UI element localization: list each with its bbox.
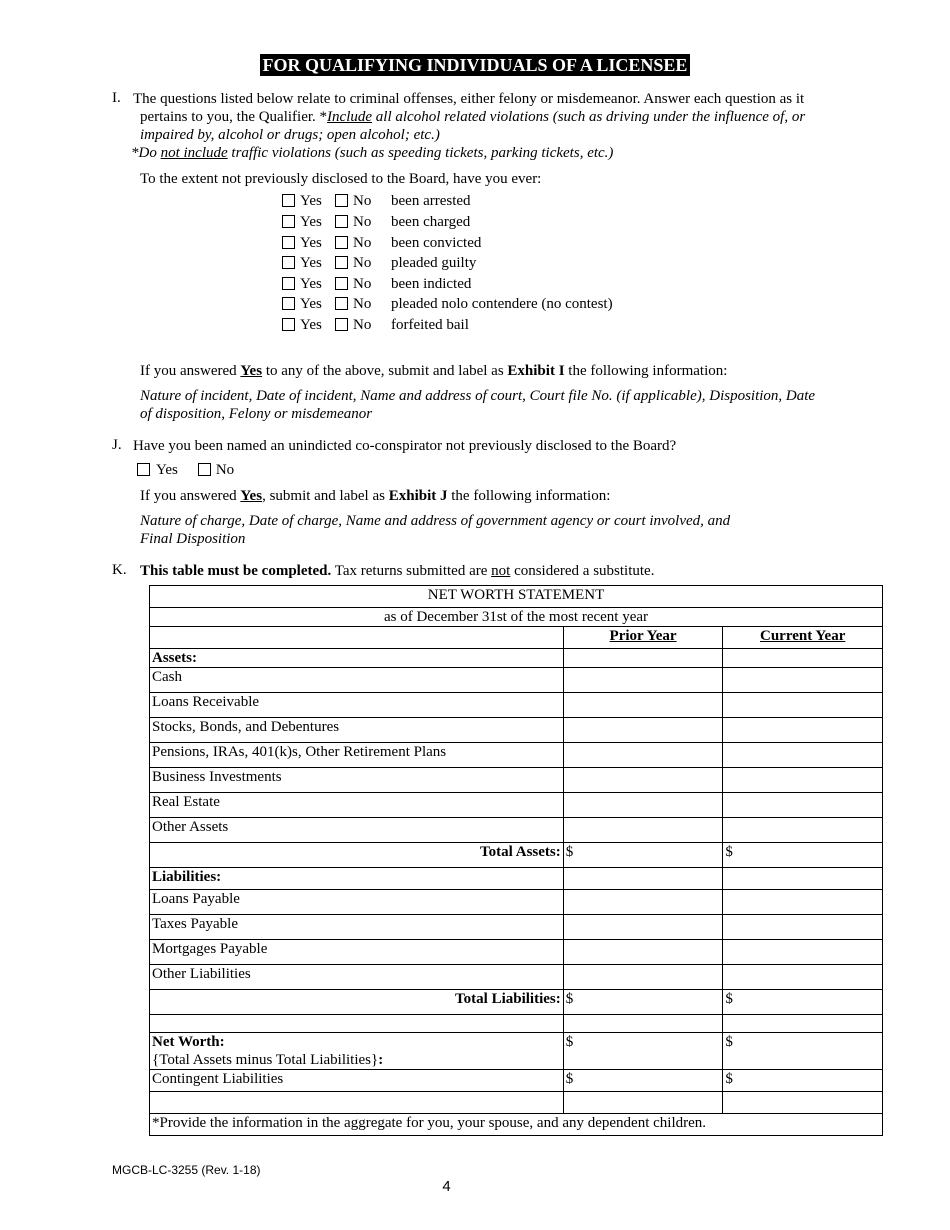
current-year-cell[interactable] xyxy=(723,743,883,768)
row-label: Taxes Payable xyxy=(150,915,564,940)
current-year-cell[interactable]: $ xyxy=(723,843,883,868)
question-text: pleaded guilty xyxy=(391,255,477,271)
table-row xyxy=(150,668,883,693)
total-assets-row xyxy=(150,843,883,868)
current-year-cell[interactable] xyxy=(723,965,883,990)
prior-year-cell[interactable]: $ xyxy=(563,1070,723,1092)
row-label: Real Estate xyxy=(150,793,564,818)
current-year-cell[interactable] xyxy=(723,940,883,965)
prior-year-cell[interactable] xyxy=(563,940,723,965)
current-year-cell[interactable] xyxy=(723,890,883,915)
question-row-pleaded-guilty: Yes No pleaded guilty xyxy=(282,253,476,273)
question-row-convicted: Yes No been convicted xyxy=(282,233,481,253)
no-checkbox[interactable] xyxy=(335,256,348,269)
prior-year-cell[interactable] xyxy=(563,768,723,793)
total-assets-label: Total Assets: xyxy=(480,844,561,860)
table-row xyxy=(150,793,883,818)
yes-checkbox[interactable] xyxy=(282,215,295,228)
prior-year-cell[interactable] xyxy=(563,668,723,693)
yes-checkbox[interactable] xyxy=(282,318,295,331)
include-word: Include xyxy=(327,109,373,125)
prior-year-cell[interactable]: $ xyxy=(563,843,723,868)
net-worth-label: Net Worth: xyxy=(152,1034,225,1050)
yes-checkbox[interactable] xyxy=(282,297,295,310)
yes-checkbox[interactable] xyxy=(282,277,295,290)
section-i-info-a: Nature of incident, Date of incident, Name and address of court, Court file No. (if applicable), Disposition, Date xyxy=(140,388,816,404)
col-current-year: Current Year xyxy=(723,627,883,649)
current-year-cell[interactable] xyxy=(723,693,883,718)
form-number: MGCB-LC-3255 (Rev. 1-18) xyxy=(112,1163,261,1177)
section-i-intro-b: pertains to you, the Qualifier. *Include all alcohol related violations (such as driving under the influence of, or xyxy=(140,109,806,125)
question-row-charged: Yes No been charged xyxy=(282,212,470,232)
current-year-cell[interactable]: $ xyxy=(723,1033,883,1070)
row-label: Pensions, IRAs, 401(k)s, Other Retirement Plans xyxy=(150,743,564,768)
prior-year-cell[interactable] xyxy=(563,693,723,718)
current-year-cell[interactable] xyxy=(723,668,883,693)
row-label: Other Assets xyxy=(150,818,564,843)
section-i-intro-a: The questions listed below relate to criminal offenses, either felony or misdemeanor. Answer each question as it xyxy=(133,91,805,107)
table-row xyxy=(150,890,883,915)
net-worth-table xyxy=(149,585,883,1136)
row-label: Stocks, Bonds, and Debentures xyxy=(150,718,564,743)
section-j-info-b: Final Disposition xyxy=(140,531,246,547)
prior-year-cell[interactable] xyxy=(563,890,723,915)
liabilities-heading: Liabilities: xyxy=(152,869,222,885)
current-year-cell[interactable] xyxy=(723,718,883,743)
question-row-indicted: Yes No been indicted xyxy=(282,274,471,294)
row-label: Other Liabilities xyxy=(150,965,564,990)
no-checkbox[interactable] xyxy=(335,215,348,228)
yes-checkbox[interactable] xyxy=(282,194,295,207)
section-j-answer-instruction: If you answered Yes, submit and label as Exhibit J the following information: xyxy=(140,488,611,504)
total-liabilities-label: Total Liabilities: xyxy=(455,991,561,1007)
table-row xyxy=(150,915,883,940)
table-footnote: *Provide the information in the aggregate for you, your spouse, and any dependent children. xyxy=(150,1114,883,1136)
table-row xyxy=(150,940,883,965)
prior-year-cell[interactable] xyxy=(563,915,723,940)
yes-checkbox[interactable] xyxy=(137,463,150,476)
row-label: Cash xyxy=(150,668,564,693)
prior-year-cell[interactable] xyxy=(563,965,723,990)
current-year-cell[interactable]: $ xyxy=(723,1070,883,1092)
row-label: Loans Payable xyxy=(150,890,564,915)
row-label: Mortgages Payable xyxy=(150,940,564,965)
question-row-forfeited-bail: Yes No forfeited bail xyxy=(282,315,469,335)
section-j-question: Have you been named an unindicted co-conspirator not previously disclosed to the Board? xyxy=(133,438,677,454)
current-year-cell[interactable] xyxy=(723,768,883,793)
col-prior-year: Prior Year xyxy=(563,627,723,649)
no-checkbox[interactable] xyxy=(198,463,211,476)
section-i-answer-instruction: If you answered Yes to any of the above, submit and label as Exhibit I the following information: xyxy=(140,363,728,379)
section-i-info-b: of disposition, Felony or misdemeanor xyxy=(140,406,373,422)
section-i-label: I. xyxy=(112,90,121,106)
table-row xyxy=(150,818,883,843)
table-row xyxy=(150,768,883,793)
yes-checkbox[interactable] xyxy=(282,256,295,269)
assets-heading: Assets: xyxy=(152,650,197,666)
question-text: been arrested xyxy=(391,193,471,209)
section-j-options: Yes No xyxy=(137,460,234,480)
table-row xyxy=(150,718,883,743)
net-worth-sublabel: {Total Assets minus Total Liabilities}: xyxy=(152,1052,384,1068)
no-checkbox[interactable] xyxy=(335,297,348,310)
section-i-extent-text: To the extent not previously disclosed to the Board, have you ever: xyxy=(140,171,542,187)
table-row xyxy=(150,693,883,718)
section-k-label: K. xyxy=(112,562,127,578)
section-i-intro-c: impaired by, alcohol or drugs; open alcohol; etc.) xyxy=(140,127,440,143)
section-j-info-a: Nature of charge, Date of charge, Name and address of government agency or court involved, and xyxy=(140,513,731,529)
page-title: FOR QUALIFYING INDIVIDUALS OF A LICENSEE xyxy=(0,55,950,76)
current-year-cell[interactable]: $ xyxy=(723,990,883,1015)
no-checkbox[interactable] xyxy=(335,318,348,331)
total-liabilities-row xyxy=(150,990,883,1015)
net-worth-title: NET WORTH STATEMENT xyxy=(150,586,883,608)
current-year-cell[interactable] xyxy=(723,915,883,940)
no-checkbox[interactable] xyxy=(335,194,348,207)
section-k-text: This table must be completed. Tax returns submitted are not considered a substitute. xyxy=(140,563,655,579)
no-checkbox[interactable] xyxy=(335,236,348,249)
yes-checkbox[interactable] xyxy=(282,236,295,249)
prior-year-cell[interactable]: $ xyxy=(563,990,723,1015)
prior-year-cell[interactable] xyxy=(563,718,723,743)
question-text: been indicted xyxy=(391,276,472,292)
table-row xyxy=(150,965,883,990)
question-text: been convicted xyxy=(391,235,482,251)
question-text: been charged xyxy=(391,214,471,230)
prior-year-cell[interactable] xyxy=(563,743,723,768)
table-row xyxy=(150,743,883,768)
prior-year-cell[interactable]: $ xyxy=(563,1033,723,1070)
current-year-cell[interactable] xyxy=(723,818,883,843)
net-worth-row xyxy=(150,1033,883,1070)
prior-year-cell[interactable] xyxy=(563,818,723,843)
row-label: Business Investments xyxy=(150,768,564,793)
question-text: forfeited bail xyxy=(391,317,469,333)
question-text: pleaded nolo contendere (no contest) xyxy=(391,296,613,312)
row-label: Contingent Liabilities xyxy=(150,1070,564,1092)
question-row-nolo-contendere: Yes No pleaded nolo contendere (no contest) xyxy=(282,294,613,314)
net-worth-subtitle: as of December 31st of the most recent year xyxy=(150,608,883,627)
no-checkbox[interactable] xyxy=(335,277,348,290)
page-number: 4 xyxy=(442,1178,451,1195)
question-row-arrested: Yes No been arrested xyxy=(282,191,471,211)
section-i-do-not-include: *Do not include traffic violations (such as speeding tickets, parking tickets, etc.) xyxy=(131,145,614,161)
section-j-label: J. xyxy=(112,437,122,453)
contingent-row xyxy=(150,1070,883,1092)
current-year-cell[interactable] xyxy=(723,793,883,818)
row-label: Loans Receivable xyxy=(150,693,564,718)
prior-year-cell[interactable] xyxy=(563,793,723,818)
